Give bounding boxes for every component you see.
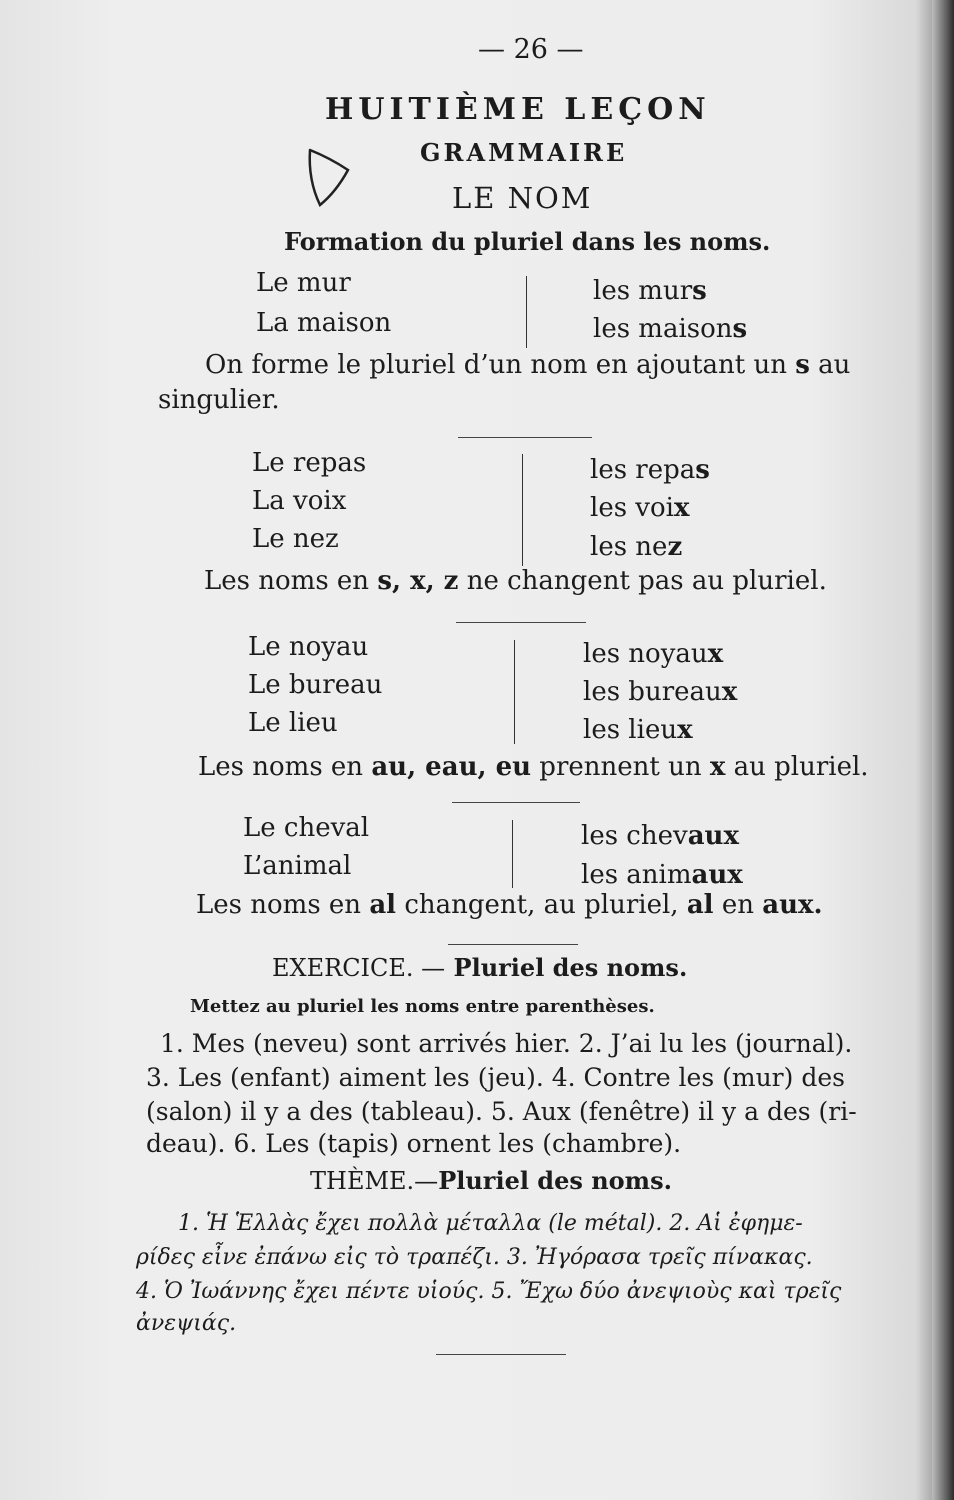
g2-plural-1: les repas — [590, 455, 710, 485]
g1-plural-1: les murs — [593, 276, 707, 306]
svg-text:D: D — [500, 340, 501, 341]
g4-rule: Les noms en al changent, au pluriel, al en aux. — [196, 890, 823, 920]
separator-1 — [458, 437, 592, 438]
g4-singular-1: Le cheval — [243, 813, 370, 843]
separator-4 — [448, 944, 578, 945]
g2-plural-2: les voix — [590, 493, 690, 523]
g3-singular-2: Le bureau — [248, 670, 383, 700]
separator-2 — [456, 622, 586, 623]
g3-singular-1: Le noyau — [248, 632, 369, 662]
g2-singular-2: La voix — [252, 486, 347, 516]
g4-singular-2: L’animal — [243, 851, 352, 881]
g1-plural-2: les maisons — [593, 314, 748, 344]
g3-plural-2: les bureaux — [583, 677, 738, 707]
subject-title: LE NOM — [452, 181, 593, 215]
g2-divider — [522, 454, 523, 566]
g2-singular-3: Le nez — [252, 524, 339, 554]
g3-singular-3: Le lieu — [248, 708, 338, 738]
g1-singular-1: Le mur — [256, 268, 351, 298]
book-spine — [932, 0, 954, 1500]
theme-line-2: ρίδες εἶνε ἐπάνω εἰς τὸ τραπέζι. 3. Ἠγόρασα τρεῖς πίνακας. — [136, 1245, 813, 1270]
theme-line-4: ἀνεψιάς. — [136, 1311, 237, 1336]
page-number: — 26 — — [478, 34, 584, 65]
exercise-line-2: 3. Les (enfant) aiment les (jeu). 4. Contre les (mur) des — [146, 1063, 845, 1092]
theme-line-3: 4. Ὁ Ἰωάννης ἔχει πέντε υἱούς. 5. Ἔχω δύο ἀνεψιοὺς καὶ τρεῖς — [136, 1279, 842, 1304]
g3-rule: Les noms en au, eau, eu prennent un x au pluriel. — [198, 752, 869, 782]
exercise-line-4: deau). 6. Les (tapis) ornent les (chambre). — [146, 1129, 682, 1158]
section-title: GRAMMAIRE — [420, 138, 628, 167]
exercise-line-3: (salon) il y a des (tableau). 5. Aux (fenêtre) il y a des (ri- — [146, 1097, 857, 1126]
g4-divider — [512, 820, 513, 888]
g2-rule: Les noms en s, x, z ne changent pas au pluriel. — [204, 566, 827, 596]
g4-plural-2: les animaux — [581, 860, 743, 890]
g1-divider — [526, 276, 527, 348]
g1-singular-2: La maison — [256, 308, 392, 338]
g4-plural-1: les chevaux — [581, 821, 739, 851]
g2-singular-1: Le repas — [252, 448, 367, 478]
g3-plural-3: les lieux — [583, 715, 693, 745]
g1-rule-line1: On forme le pluriel d’un nom en ajoutant un s au — [205, 350, 851, 380]
exercise-instruction: Mettez au pluriel les noms entre parenthèses. — [190, 996, 655, 1017]
separator-3 — [452, 802, 580, 803]
exercise-line-1: 1. Mes (neveu) sont arrivés hier. 2. J’ai lu les (journal). — [160, 1029, 853, 1058]
lesson-title: HUITIÈME LEÇON — [325, 92, 711, 127]
exercise-heading: EXERCICE. — Pluriel des noms. — [272, 953, 688, 982]
g2-plural-3: les nez — [590, 532, 683, 562]
theme-line-1: 1. Ἡ Ἑλλὰς ἔχει πολλὰ μέταλλα (le métal). 2. Αἱ ἐφημε- — [178, 1211, 803, 1236]
theme-heading: THÈME.—Pluriel des noms. — [310, 1166, 672, 1195]
g1-rule-line2: singulier. — [158, 385, 280, 415]
separator-end — [436, 1354, 566, 1355]
g3-plural-1: les noyaux — [583, 639, 724, 669]
section-heading: Formation du pluriel dans les noms. — [284, 227, 771, 256]
g3-divider — [514, 640, 515, 744]
